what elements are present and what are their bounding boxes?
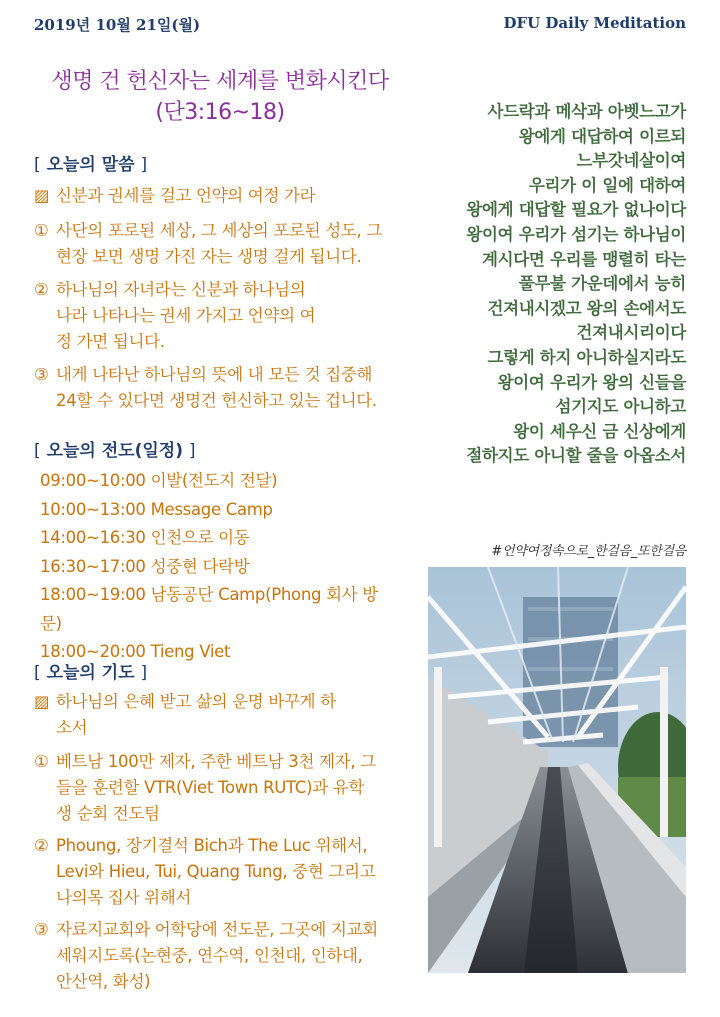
word-item-text: 신분과 권세를 걸고 언약의 여정 가라 (56, 186, 316, 205)
verse-line: 그렇게 하지 아니하실지라도 (487, 347, 686, 367)
circled-one-icon: ① (34, 752, 49, 771)
hatched-square-icon: ▨ (34, 692, 50, 711)
verse-line: 느부갓네살이여 (576, 151, 686, 171)
word-list (34, 183, 384, 414)
schedule-time: 18:00~20:00 (40, 642, 146, 661)
schedule-row (40, 496, 394, 525)
schedule-heading (34, 436, 394, 461)
bracket-close: ] (140, 663, 148, 683)
schedule-desc: Message Camp (150, 499, 273, 519)
circled-three-icon: ③ (34, 365, 49, 384)
circled-two-icon: ② (34, 836, 49, 855)
word-heading-text: 오늘의 말씀 (46, 155, 135, 175)
verse-line: 왕이여 우리가 왕의 신들을 (497, 372, 686, 392)
schedule-desc: Tieng Viet (150, 642, 231, 661)
verse-line: 왕에게 대답하여 이르되 (518, 126, 686, 146)
brand-title: DFU Daily Meditation (503, 14, 686, 32)
word-item-text: 하나님의 자녀라는 신분과 하나님의 나라 나타나는 권세 가지고 언약의 여정 가면 됩니다. (56, 280, 316, 351)
walkway-illustration (428, 567, 686, 973)
word-item (34, 218, 384, 270)
hatched-square-icon: ▨ (34, 186, 50, 205)
schedule-row (40, 524, 394, 553)
bracket-close: ] (140, 155, 148, 175)
circled-two-icon: ② (34, 280, 49, 299)
schedule-section (34, 436, 394, 667)
word-item (34, 183, 384, 209)
prayer-section (34, 658, 379, 995)
verse-line: 건져내시리이다 (576, 323, 686, 343)
circled-three-icon: ③ (34, 920, 49, 939)
schedule-time: 14:00~16:30 (40, 528, 146, 547)
prayer-item-text: 자료지교회와 어학당에 전도문, 그곳에 지교회 세워지도록(논현중, 연수역, 인천대, 인하대, 안산역, 화성) (56, 920, 378, 991)
page-title (30, 66, 410, 128)
verse-line: 건져내시겠고 왕의 손에서도 (487, 298, 686, 318)
schedule-row (40, 467, 394, 496)
schedule-desc: 성중현 다락방 (150, 556, 250, 576)
prayer-item (34, 917, 379, 995)
schedule-desc: 남동공단 Camp(Phong 회사 방문) (40, 585, 378, 633)
schedule-time: 10:00~13:00 (40, 499, 146, 519)
bracket-open: [ (34, 663, 41, 683)
moving-walkway-photo (428, 567, 686, 973)
prayer-item-text: 하나님의 은혜 받고 삶의 운명 바꾸게 하소서 (56, 692, 336, 737)
verse-line: 절하지도 아니할 줄을 아옵소서 (466, 446, 686, 466)
scripture-verse (406, 100, 686, 469)
bracket-close: ] (188, 441, 196, 461)
verse-line: 풀무불 가운데에서 능히 (518, 274, 686, 294)
word-heading (34, 150, 384, 175)
schedule-time: 18:00~19:00 (40, 585, 146, 604)
schedule-heading-text: 오늘의 전도(일정) (46, 441, 183, 461)
prayer-item (34, 833, 379, 911)
verse-line: 왕이 세우신 금 신상에게 (513, 421, 686, 441)
prayer-heading-text: 오늘의 기도 (46, 663, 135, 683)
title-line-1: 생명 건 헌신자는 세계를 변화시킨다 (51, 69, 389, 94)
verse-line: 왕이여 우리가 섬기는 하나님이 (466, 224, 686, 244)
schedule-desc: 이발(전도지 전달) (150, 471, 278, 490)
schedule-list (34, 467, 394, 667)
bracket-open: [ (34, 441, 41, 461)
prayer-heading (34, 658, 379, 683)
circled-one-icon: ① (34, 221, 49, 240)
verse-line: 사드락과 메삭과 아벳느고가 (487, 102, 686, 121)
prayer-item (34, 689, 379, 741)
schedule-row (40, 553, 394, 582)
verse-line: 섬기지도 아니하고 (555, 397, 686, 417)
verse-line: 우리가 이 일에 대하여 (528, 175, 686, 195)
prayer-item-text: Phoung, 장기결석 Bich과 The Luc 위해서, Levi와 Hieu, Tui, Quang Tung, 중현 그리고 나의목 집사 위해서 (56, 836, 376, 907)
word-item-text: 사단의 포로된 세상, 그 세상의 포로된 성도, 그 현장 보면 생명 가진 자는 생명 걸게 됩니다. (56, 221, 383, 266)
title-line-2: (단3:16~18) (155, 100, 285, 125)
verse-line: 계시다면 우리를 맹렬히 타는 (481, 249, 686, 269)
verse-line: 왕에게 대답할 필요가 없나이다 (466, 200, 686, 220)
word-item (34, 362, 384, 414)
prayer-item (34, 749, 379, 827)
word-section (34, 150, 384, 414)
schedule-row (40, 581, 394, 638)
prayer-list (34, 689, 379, 995)
prayer-item-text: 베트남 100만 제자, 주한 베트남 3천 제자, 그들을 훈련할 VTR(Viet Town RUTC)과 유학생 순회 전도팀 (56, 752, 376, 823)
word-item (34, 277, 384, 355)
date: 2019년 10월 21일(월) (34, 16, 201, 34)
hashtag: #언약여정속으로_한걸음_또한걸음 (491, 544, 686, 559)
schedule-desc: 인천으로 이동 (150, 528, 250, 547)
word-item-text: 내게 나타난 하나님의 뜻에 내 모든 것 집중해 24할 수 있다면 생명건 헌신하고 있는 겁니다. (56, 365, 377, 410)
schedule-time: 09:00~10:00 (40, 471, 146, 490)
schedule-time: 16:30~17:00 (40, 556, 146, 576)
bracket-open: [ (34, 155, 41, 175)
